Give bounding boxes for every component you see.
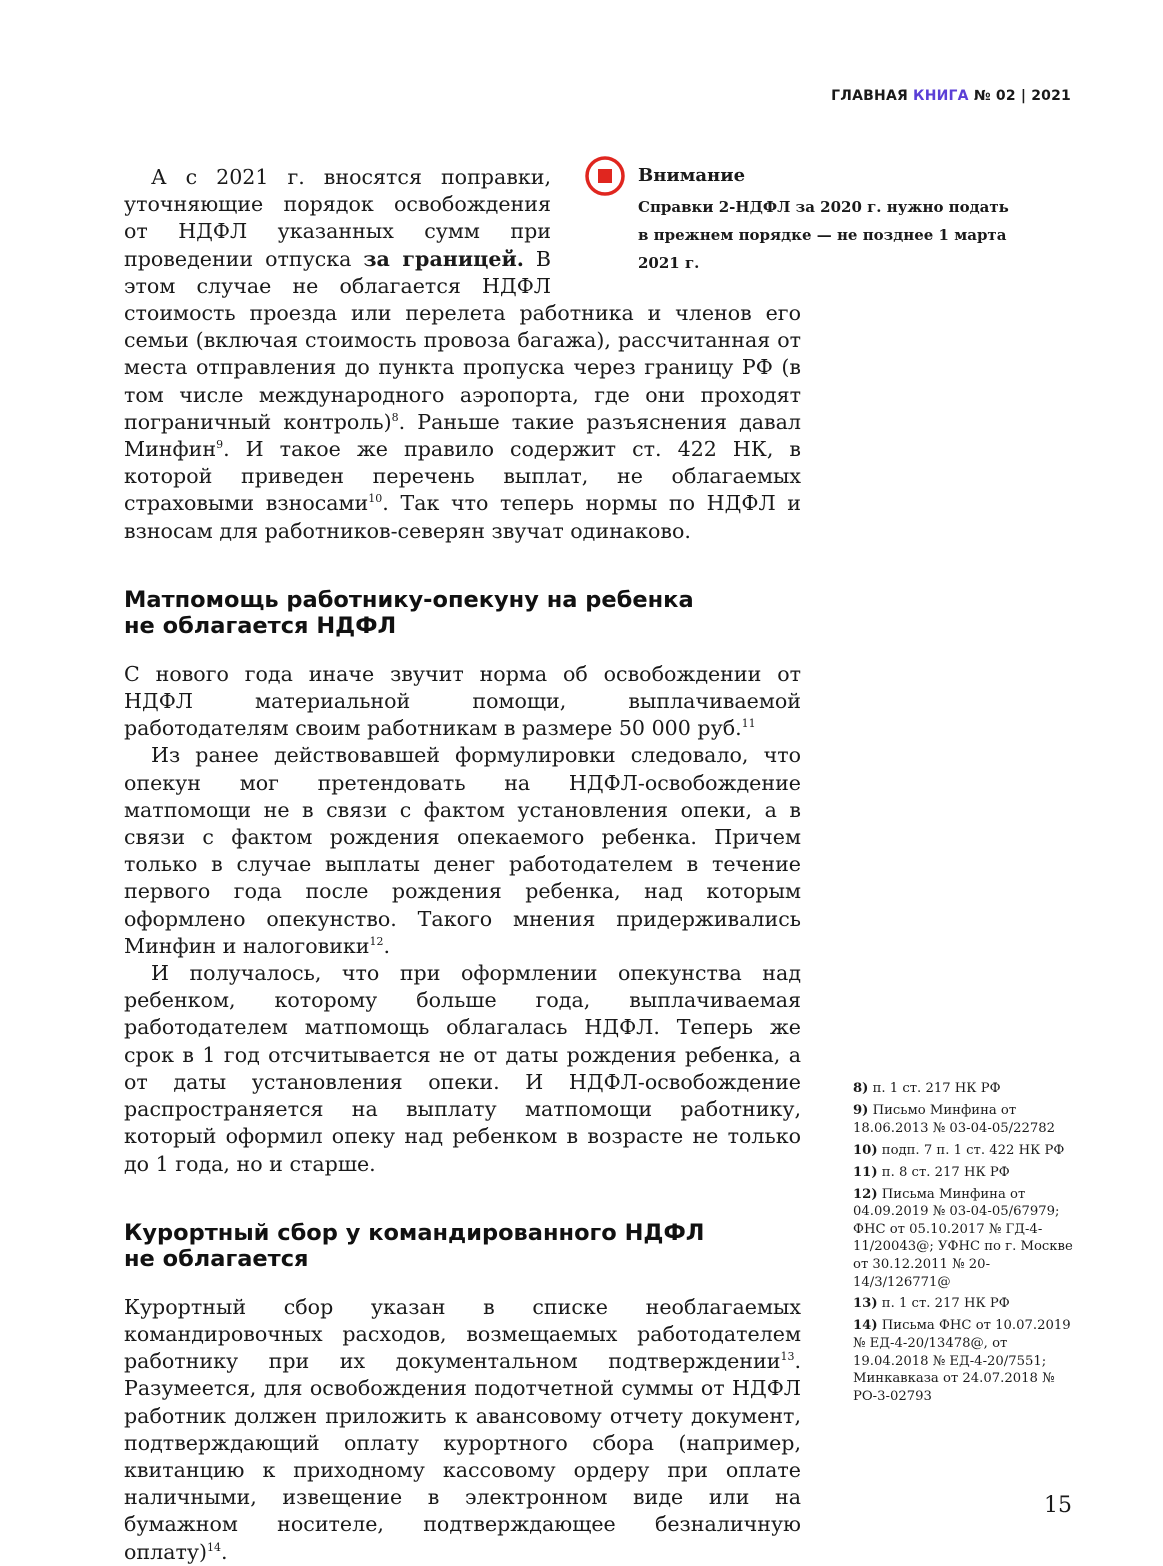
header-title-main: ГЛАВНАЯ	[831, 88, 914, 104]
footnote-ref: 13	[780, 1350, 795, 1364]
footnote-ref: 9	[216, 438, 224, 452]
page-number: 15	[1044, 1493, 1072, 1518]
footnote-item: 8) п. 1 ст. 217 НК РФ	[853, 1081, 1001, 1096]
footnote-item: 12) Письма Минфина от 04.09.2019 № 03-04-05/67979; ФНС от 05.10.2017 № ГД-4-11/20043@; УФНС по г. Москве от 30.12.2011 № 20-14/3/126771@	[853, 1186, 1073, 1290]
footnote-ref: 14	[207, 1540, 222, 1554]
footnote-item: 14) Письма ФНС от 10.07.2019 № ЕД-4-20/13478@, от 19.04.2018 № ЕД-4-20/7551; Минкавказа от 24.07.2018 № РО-3-02793	[853, 1318, 1071, 1404]
footnote-item: 10) подп. 7 п. 1 ст. 422 НК РФ	[853, 1142, 1065, 1158]
section1-paragraph-3: И получалось, что при оформлении опекунства над ребенком, которому больше года, выплачиваемая работодателем матпомощь облагалась НДФЛ. Теперь же срок в 1 год отсчитывается не от даты рождения ребенка, а от даты установления опеки. И НДФЛ-освобождение распространяется на выплату матпомощи работнику, который оформил опеку над ребенком в возрасте не только до 1 года, но и старше.	[124, 961, 801, 1176]
footnote-item: 13) п. 1 ст. 217 НК РФ	[853, 1296, 1010, 1312]
header-title-accent: КНИГА	[913, 88, 969, 104]
footnote-item: 9) Письмо Минфина от 18.06.2013 № 03-04-05/22782	[853, 1102, 1056, 1136]
footnote-item: 11) п. 8 ст. 217 НК РФ	[853, 1164, 1010, 1180]
section-heading-guardian: Матпомощь работнику-опекуну на ребенка не облагается НДФЛ	[124, 586, 694, 639]
section2-paragraph-1: Курортный сбор указан в списке необлагаемых командировочных расходов, возмещаемых работодателем работнику при их документальном подтверждении$^{13}$. Разумеется, для освобождения подотчетной суммы от НДФЛ работник должен приложить к авансовому отчету документ, подтверждающий оплату курортного сбора (например, квитанцию к приходному кассовому ордеру при оплате наличными, извещение в электронном виде или на бумажном носителе, подтверждающее безналичную оплату)$^{14}$.	[124, 1294, 801, 1564]
footnote-ref: 12	[369, 935, 384, 949]
section1-paragraph-1: С нового года иначе звучит норма об освобождении от НДФЛ материальной помощи, выплачиваемой работодателям своим работникам в размере 50 000 руб.$^{11}$	[124, 661, 801, 741]
header-issue: № 02 | 2021	[968, 88, 1071, 104]
main-column	[124, 164, 801, 1566]
footnote-ref: 8	[391, 410, 399, 424]
running-header	[831, 88, 1071, 104]
section1-paragraph-2: Из ранее действовавшей формулировки следовало, что опекун мог претендовать на НДФЛ-освобождение матпомощи не в связи с фактом установления опеки, а в связи с фактом рождения опекаемого ребенка. Причем только в случае выплаты денег работодателем в течение первого года после рождения ребенка, над которым оформлено опекунство. Такого мнения придерживались Минфин и налоговики$^{12}$.	[124, 743, 801, 958]
section-heading-resort-fee: Курортный сбор у командированного НДФЛ не облагается	[124, 1219, 705, 1272]
attention-title: Внимание	[638, 165, 746, 186]
intro-bold-phrase: за границей.	[363, 246, 524, 271]
intro-paragraph: А с 2021 г. вносятся поправки, уточняющие порядок освобождения от НДФЛ указанных сумм при проведении отпуска за границей. В этом случае не облагается НДФЛ стоимость проезда или перелета работника и членов его семьи (включая стоимость провоза багажа), рассчитанная от места отправления до пункта пропуска через границу РФ (в том числе международного аэропорта, где они проходят пограничный контроль)$^8$. Раньше такие разъяснения давал Минфин$^9$. И такое же правило содержит ст. 422 НК, в которой приведен перечень выплат, не облагаемых страховыми взносами$^{10}$. Так что теперь нормы по НДФЛ и взносам для работников-северян звучат одинаково.	[124, 165, 801, 543]
footnotes-column	[853, 1080, 1083, 1410]
footnote-ref: 11	[741, 717, 756, 731]
attention-text: Справки 2-НДФЛ за 2020 г. нужно подать в прежнем порядке — не позднее 1 марта 2021 г.	[638, 198, 1009, 272]
footnote-ref: 10	[368, 492, 383, 506]
